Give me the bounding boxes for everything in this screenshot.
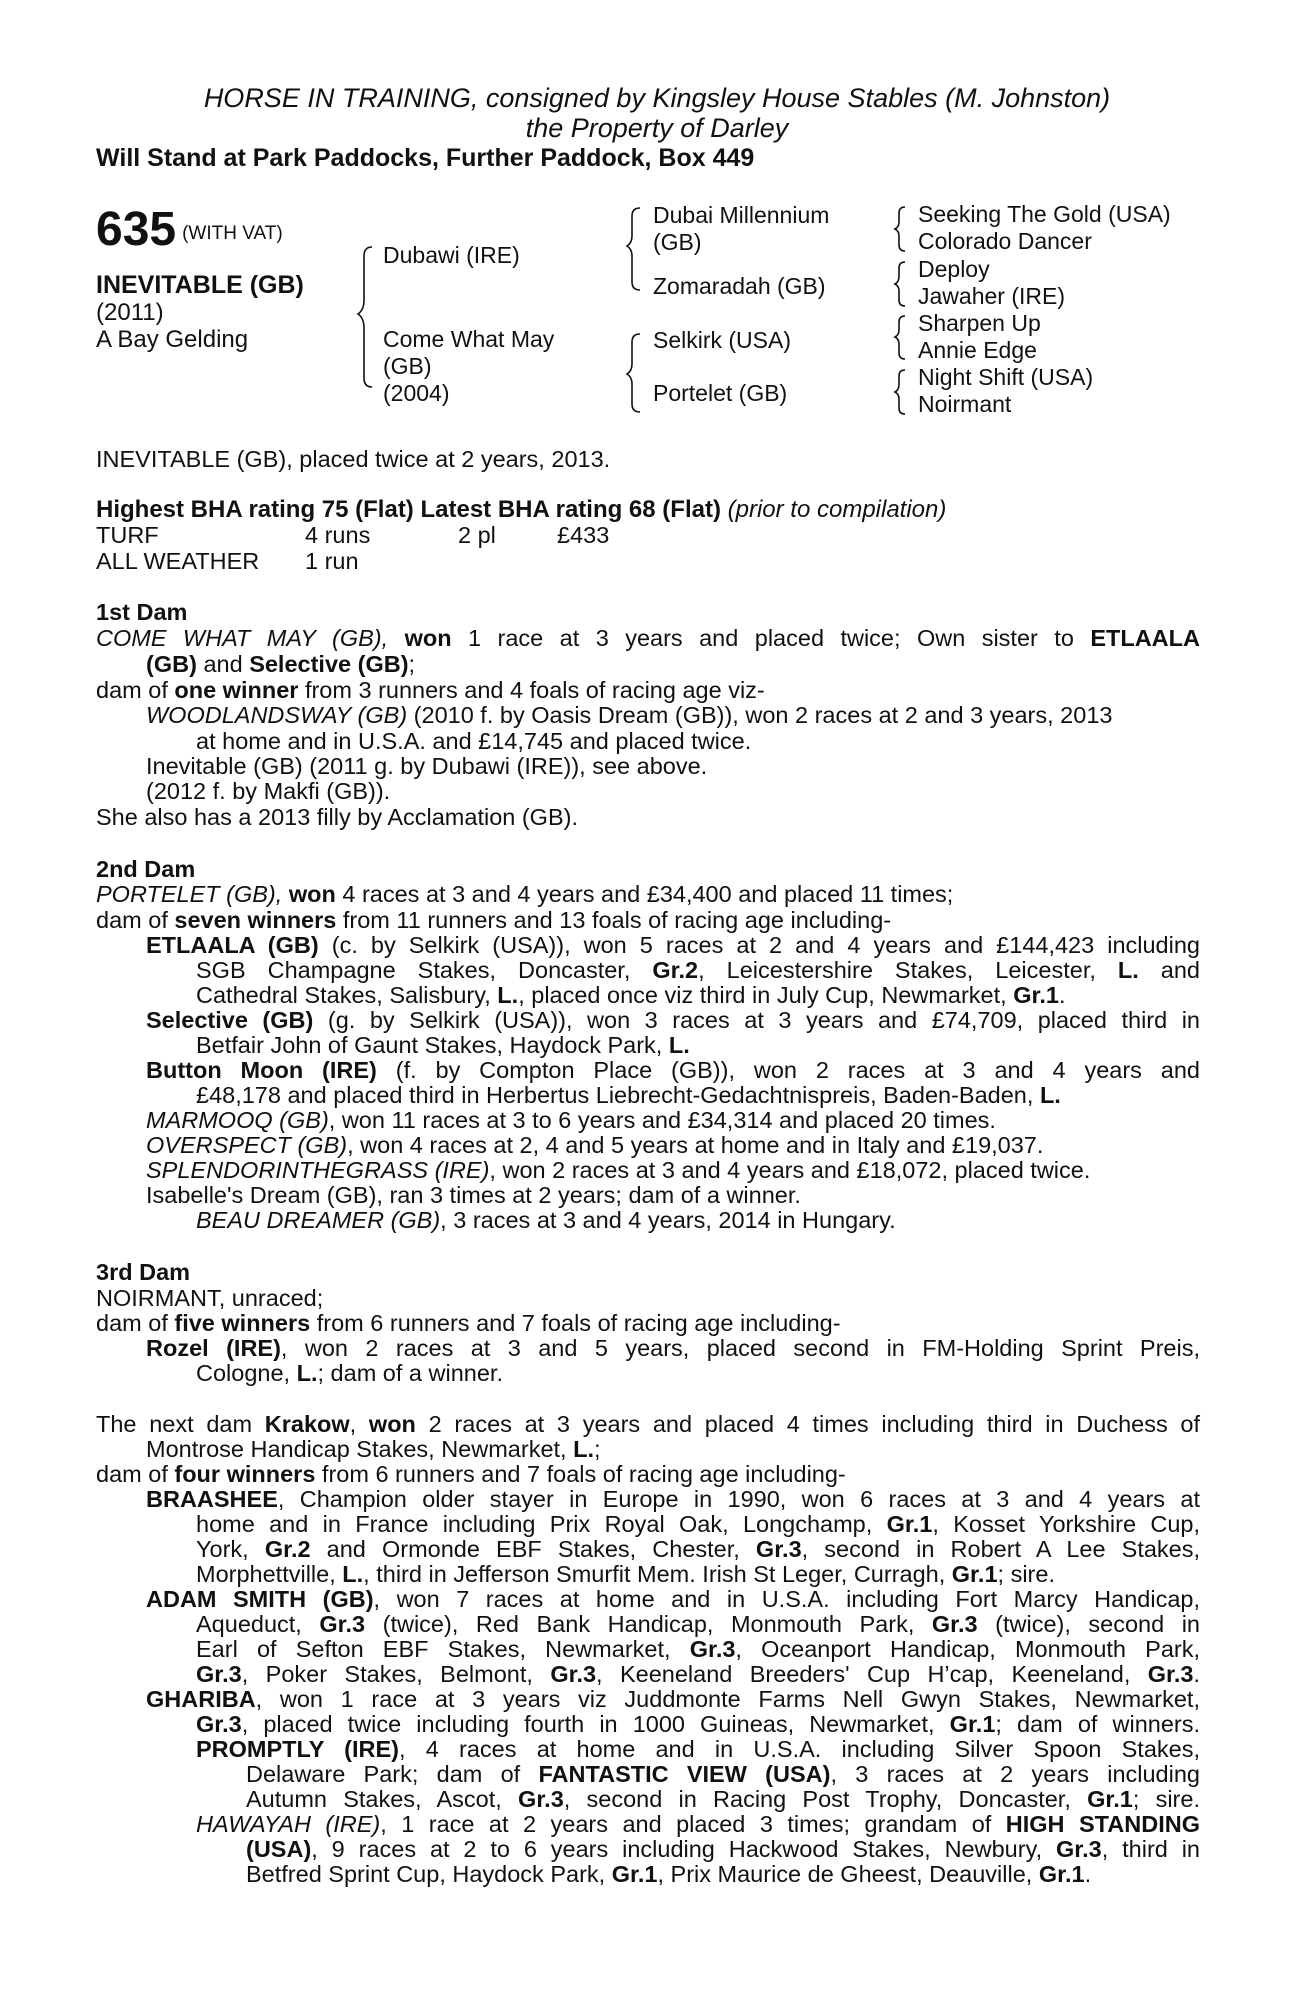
marmooq: MARMOOQ (GB) <box>146 1107 329 1133</box>
high-standing: HIGH STANDING <box>1005 1811 1200 1837</box>
text: dam of <box>96 1461 168 1487</box>
text: York, <box>196 1536 249 1562</box>
grade: Gr.3 <box>689 1636 736 1662</box>
grade: Gr.3 <box>196 1711 242 1737</box>
button-moon-line1 <box>146 1058 1200 1084</box>
text: (USA) <box>246 1836 312 1862</box>
text: , 1 race at 2 years and placed 3 times; grandam of <box>380 1811 992 1837</box>
rozel: Rozel (IRE) <box>146 1335 281 1361</box>
text: (twice), Red Bank Handicap, Monmouth Park, <box>382 1611 915 1637</box>
grand-4: Jawaher (IRE) <box>918 283 1065 309</box>
aw-label: ALL WEATHER <box>96 548 260 574</box>
ghariba: GHARIBA <box>146 1686 256 1712</box>
grand-6: Annie Edge <box>918 337 1037 363</box>
adam-smith-line4 <box>196 1662 1200 1688</box>
dam3-line2 <box>96 1311 841 1337</box>
horse-name: INEVITABLE (GB) <box>96 271 304 299</box>
beau-dreamer-line <box>196 1208 896 1234</box>
dam1-produce-1 <box>146 703 1112 729</box>
vat-note: (WITH VAT) <box>182 223 283 244</box>
grade: Gr.1 <box>886 1511 933 1537</box>
grand-7: Night Shift (USA) <box>918 364 1094 390</box>
dam-line-1: Come What May <box>383 326 555 352</box>
text: dam of <box>96 1310 168 1336</box>
dam1-sister-1: ETLAALA <box>1090 625 1200 651</box>
grade: Gr.3 <box>319 1611 366 1637</box>
aw-runs: 1 run <box>305 548 359 574</box>
dam1-produce-1b: at home and in U.S.A. and £14,745 and placed twice. <box>196 728 752 754</box>
text: , Keeneland Breeders' Cup H’cap, Keeneland, <box>596 1661 1131 1687</box>
woodlandsway-text: (2010 f. by Oasis Dream (GB)), won 2 races at 2 and 3 years, 2013 <box>413 702 1113 728</box>
stand-location: Will Stand at Park Paddocks, Further Paddock, Box 449 <box>96 144 755 172</box>
text: (twice), second in <box>995 1611 1200 1637</box>
beau-dreamer: BEAU DREAMER (GB) <box>196 1207 441 1233</box>
dam1-name: COME WHAT MAY (GB), <box>96 625 389 651</box>
won: won <box>368 1411 416 1437</box>
turf-label: TURF <box>96 522 159 548</box>
text: , won 7 races at home and in U.S.A. including Fort Marcy Handicap, <box>373 1586 1200 1612</box>
grade: Gr.3 <box>755 1536 802 1562</box>
grade: Gr.2 <box>264 1536 311 1562</box>
text: , 4 races at home and in U.S.A. including Silver Spoon Stakes, <box>399 1736 1200 1762</box>
nextdam-line3 <box>96 1462 846 1488</box>
sire: Dubawi (IRE) <box>383 242 520 268</box>
text: , won 1 race at 3 years viz Juddmonte Farms Nell Gwyn Stakes, Newmarket, <box>255 1686 1200 1712</box>
grade: L. <box>497 982 519 1008</box>
promptly: PROMPTLY (IRE) <box>196 1736 400 1762</box>
text: , placed once viz third in July Cup, Newmarket, <box>518 982 1007 1008</box>
horse-description: A Bay Gelding <box>96 326 249 353</box>
dam1-and: and <box>203 651 243 677</box>
dam3-line1: NOIRMANT, unraced; <box>96 1285 324 1311</box>
dam2-line1 <box>96 882 953 908</box>
adam-smith: ADAM SMITH (GB) <box>146 1586 374 1612</box>
text: . <box>1058 982 1066 1008</box>
etlaala-line1 <box>146 933 1200 959</box>
text: Betfair John of Gaunt Stakes, Haydock Park, <box>196 1032 663 1058</box>
dam1-won: won <box>404 625 452 651</box>
nextdam-winners-count: four winners <box>174 1461 316 1487</box>
text: , won 11 races at 3 to 6 years and £34,314 and placed 20 times. <box>328 1107 996 1133</box>
text: , won 2 races at 3 and 4 years and £18,072, placed twice. <box>489 1157 1091 1183</box>
grade: L. <box>342 1561 364 1587</box>
text: Earl of Sefton EBF Stakes, Newmarket, <box>196 1636 671 1662</box>
isabelle-line: Isabelle's Dream (GB), ran 3 times at 2 years; dam of a winner. <box>146 1182 801 1208</box>
hawayah-line1 <box>196 1812 1200 1838</box>
dam1-damof: dam of <box>96 677 168 703</box>
grand-1: Seeking The Gold (USA) <box>918 201 1171 227</box>
grade: Gr.1 <box>949 1711 996 1737</box>
etlaala: ETLAALA (GB) <box>146 932 319 958</box>
text: , <box>349 1411 357 1437</box>
dam1-semicolon: ; <box>408 651 416 677</box>
race-summary: INEVITABLE (GB), placed twice at 2 years, 2013. <box>96 446 611 472</box>
dam2-won: won <box>288 881 336 907</box>
dam3-heading: 3rd Dam <box>96 1259 191 1285</box>
text: , Kosset Yorkshire Cup, <box>932 1511 1200 1537</box>
consignor-line: HORSE IN TRAINING, consigned by Kingsley House Stables (M. Johnston) <box>203 83 1111 113</box>
dam2-heading: 2nd Dam <box>96 856 196 882</box>
grade: L. <box>296 1360 318 1386</box>
sire-sire-line-2: (GB) <box>653 229 702 255</box>
text: from 6 runners and 7 foals of racing age including- <box>316 1310 841 1336</box>
braashee-line1 <box>146 1487 1200 1513</box>
dam2-winners-count: seven winners <box>174 907 337 933</box>
text: ; sire. <box>997 1561 1055 1587</box>
text: and Ormonde EBF Stakes, Chester, <box>326 1536 740 1562</box>
text: , second in Racing Post Trophy, Doncaster, <box>563 1786 1071 1812</box>
dam-line-3: (2004) <box>383 380 450 406</box>
grade: L. <box>573 1436 594 1462</box>
selective-line1 <box>146 1008 1200 1034</box>
text: (g. by Selkirk (USA)), won 3 races at 3 years and £74,709, placed third in <box>327 1007 1200 1033</box>
dam1-produce-3: (2012 f. by Makfi (GB)). <box>146 778 391 804</box>
rozel-line2 <box>196 1361 503 1387</box>
hawayah-line3 <box>246 1862 1091 1888</box>
text: (f. by Compton Place (GB)), won 2 races at 3 and 4 years and <box>395 1057 1200 1083</box>
selective: Selective (GB) <box>146 1007 314 1033</box>
promptly-line2 <box>246 1762 1200 1788</box>
braashee-line4 <box>196 1562 1055 1588</box>
grade: Gr.1 <box>1013 982 1059 1008</box>
turf-runs: 4 runs <box>305 522 371 548</box>
turf-placed: 2 pl <box>458 522 496 548</box>
overspect: OVERSPECT (GB) <box>146 1132 348 1158</box>
grade: L. <box>1039 1082 1061 1108</box>
dam1-produce-4: She also has a 2013 filly by Acclamation (GB). <box>96 804 578 830</box>
text: ; dam of winners. <box>995 1711 1201 1737</box>
etlaala-text: (c. by Selkirk (USA)), won 5 races at 2 and 4 years and £144,423 including <box>331 932 1200 958</box>
ghariba-line2 <box>196 1712 1200 1738</box>
text: , third in <box>1101 1836 1200 1862</box>
woodlandsway: WOODLANDSWAY (GB) <box>146 702 408 728</box>
grade: Gr.3 <box>931 1611 978 1637</box>
promptly-line1 <box>196 1737 1200 1763</box>
grade: Gr.1 <box>1087 1786 1133 1812</box>
text: home and in France including Prix Royal Oak, Longchamp, <box>196 1511 873 1537</box>
nextdam-line1 <box>96 1412 1200 1438</box>
dam1-sister-2: Selective (GB) <box>249 651 409 677</box>
text: , Oceanport Handicap, Monmouth Park, <box>735 1636 1200 1662</box>
grade: Gr.3 <box>1055 1836 1102 1862</box>
grade: L. <box>668 1032 690 1058</box>
text: , 3 races at 3 and 4 years, 2014 in Hungary. <box>440 1207 896 1233</box>
button-moon-line2 <box>196 1083 1061 1109</box>
dam1-sister-1-suffix: (GB) <box>146 651 197 677</box>
text: Aqueduct, <box>196 1611 302 1637</box>
etlaala-line2 <box>196 958 1200 984</box>
dam3-winners-count: five winners <box>174 1310 311 1336</box>
grand-3: Deploy <box>918 256 990 282</box>
text: Delaware Park; dam of <box>246 1761 521 1787</box>
ghariba-line1 <box>146 1687 1200 1713</box>
dam2-foals: from 11 runners and 13 foals of racing age including- <box>342 907 892 933</box>
button-moon: Button Moon (IRE) <box>146 1057 377 1083</box>
portelet: PORTELET (GB), <box>96 881 283 907</box>
text: 2 races at 3 years and placed 4 times including third in Duchess of <box>428 1411 1201 1437</box>
nextdam-line2 <box>146 1437 601 1463</box>
text: , Champion older stayer in Europe in 1990, won 6 races at 3 and 4 years at <box>277 1486 1200 1512</box>
sire-dam: Zomaradah (GB) <box>653 273 826 299</box>
grand-5: Sharpen Up <box>918 310 1041 336</box>
dam1-text: 1 race at 3 years and placed twice; Own sister to <box>468 625 1074 651</box>
adam-smith-line1 <box>146 1587 1200 1613</box>
grade: Gr.1 <box>611 1861 658 1887</box>
grand-2: Colorado Dancer <box>918 228 1092 254</box>
hawayah: HAWAYAH (IRE) <box>196 1811 381 1837</box>
grade: Gr.3 <box>518 1786 564 1812</box>
dam2-text: 4 races at 3 and 4 years and £34,400 and placed 11 times; <box>342 881 954 907</box>
grade: Gr.3 <box>196 1661 242 1687</box>
horse-year: (2011) <box>96 299 164 326</box>
dam1-line3 <box>96 678 765 704</box>
splendorinthegrass: SPLENDORINTHEGRASS (IRE) <box>146 1157 490 1183</box>
braashee: BRAASHEE <box>146 1486 278 1512</box>
text: Autumn Stakes, Ascot, <box>246 1786 502 1812</box>
etlaala-line3 <box>196 983 1065 1009</box>
overspect-line <box>146 1133 1043 1159</box>
grade: Gr.3 <box>550 1661 597 1687</box>
grand-8: Noirmant <box>918 391 1012 417</box>
dam-sire: Selkirk (USA) <box>653 327 792 353</box>
text: . <box>1084 1861 1092 1887</box>
text: from 6 runners and 7 foals of racing age including- <box>321 1461 846 1487</box>
text: , placed twice including fourth in 1000 Guineas, Newmarket, <box>241 1711 935 1737</box>
text: , 3 races at 2 years including <box>830 1761 1200 1787</box>
text: ; <box>594 1436 601 1462</box>
ratings-note: (prior to compilation) <box>727 496 947 523</box>
text: Cologne, <box>196 1360 291 1386</box>
krakow: Krakow <box>264 1411 350 1437</box>
text: , 9 races at 2 to 6 years including Hackwood Stakes, Newbury, <box>311 1836 1043 1862</box>
grade: Gr.1 <box>951 1561 998 1587</box>
dam1-winners-count: one winner <box>174 677 299 703</box>
text: and <box>1160 957 1200 983</box>
text: , Poker Stakes, Belmont, <box>241 1661 533 1687</box>
text: ; sire. <box>1132 1786 1200 1812</box>
sire-sire-line-1: Dubai Millennium <box>653 202 830 228</box>
text: £48,178 and placed third in Herbertus Liebrecht-Gedachtnispreis, Baden-Baden, <box>196 1082 1034 1108</box>
grade: Gr.1 <box>1038 1861 1085 1887</box>
dam1-heading: 1st Dam <box>96 599 188 625</box>
bha-ratings <box>96 496 946 524</box>
dam1-foals: from 3 runners and 4 foals of racing age viz- <box>304 677 765 703</box>
dam1-line1 <box>96 626 1200 652</box>
text: , Leicestershire Stakes, Leicester, <box>698 957 1096 983</box>
dam1-line2 <box>146 652 415 678</box>
adam-smith-line3 <box>196 1637 1200 1663</box>
lot-number: 635 <box>96 203 177 256</box>
text: ; dam of a winner. <box>317 1360 503 1386</box>
grade: Gr.3 <box>1147 1661 1194 1687</box>
braashee-line2 <box>196 1512 1200 1538</box>
rozel-line1 <box>146 1336 1200 1362</box>
fantastic-view: FANTASTIC VIEW (USA) <box>538 1761 831 1787</box>
dam2-line2 <box>96 908 891 934</box>
dam-dam: Portelet (GB) <box>653 380 788 406</box>
dam-line-2: (GB) <box>383 353 432 379</box>
text: , third in Jefferson Smurfit Mem. Irish St Leger, Curragh, <box>363 1561 946 1587</box>
grade: L. <box>1117 957 1139 983</box>
selective-line2 <box>196 1033 690 1059</box>
property-line: the Property of Darley <box>525 113 789 143</box>
splendor-line <box>146 1158 1090 1184</box>
text: , won 4 races at 2, 4 and 5 years at home and in Italy and £19,037. <box>347 1132 1044 1158</box>
text: Betfred Sprint Cup, Haydock Park, <box>246 1861 606 1887</box>
promptly-line3 <box>246 1787 1200 1813</box>
text: Cathedral Stakes, Salisbury, <box>196 982 491 1008</box>
turf-prize: £433 <box>557 522 610 548</box>
braashee-line3 <box>196 1537 1200 1563</box>
text: , second in Robert A Lee Stakes, <box>801 1536 1201 1562</box>
text: SGB Champagne Stakes, Doncaster, <box>196 957 631 983</box>
hawayah-line2 <box>246 1837 1200 1863</box>
text: Montrose Handicap Stakes, Newmarket, <box>146 1436 567 1462</box>
text: Morphettville, <box>196 1561 336 1587</box>
dam1-produce-2: Inevitable (GB) (2011 g. by Dubawi (IRE)), see above. <box>146 753 708 779</box>
text: The next dam <box>96 1411 253 1437</box>
dam2-damof: dam of <box>96 907 168 933</box>
text: , Prix Maurice de Gheest, Deauville, <box>657 1861 1033 1887</box>
ratings-bold: Highest BHA rating 75 (Flat) Latest BHA rating 68 (Flat) <box>96 496 721 523</box>
grade: Gr.2 <box>652 957 699 983</box>
adam-smith-line2 <box>196 1612 1200 1638</box>
text: , won 2 races at 3 and 5 years, placed second in FM-Holding Sprint Preis, <box>280 1335 1201 1361</box>
text: . <box>1193 1661 1201 1687</box>
marmooq-line <box>146 1108 996 1134</box>
